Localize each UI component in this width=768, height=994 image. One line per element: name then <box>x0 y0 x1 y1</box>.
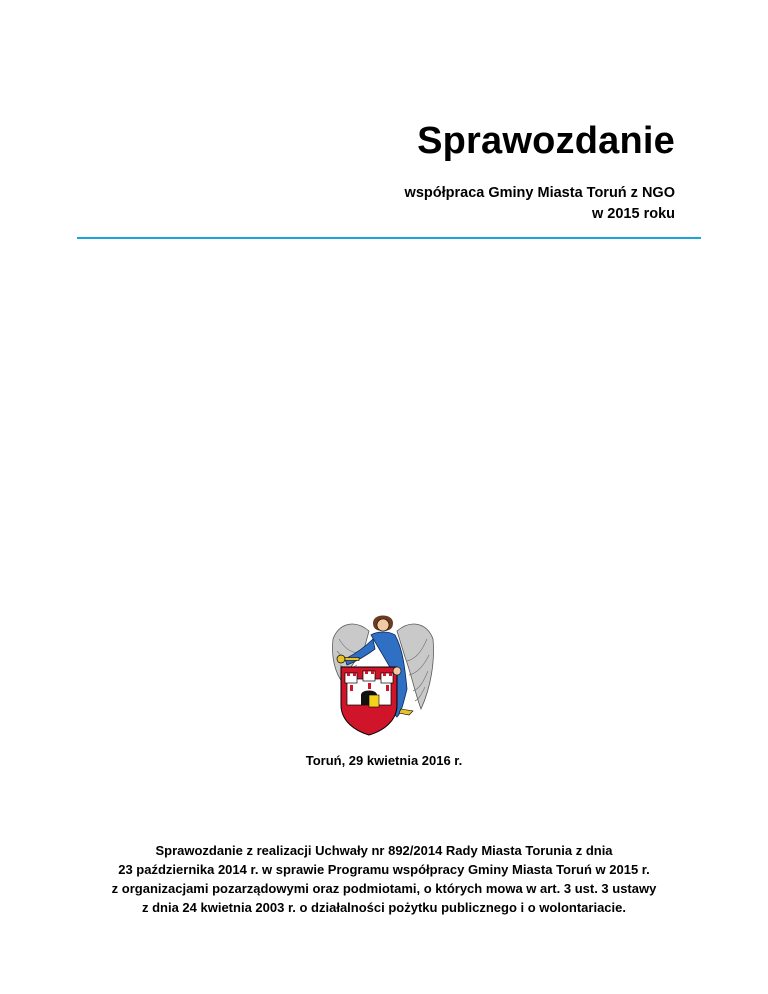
description-line: 23 października 2014 r. w sprawie Programu współpracy Gminy Miasta Toruń w 2015 r. <box>118 862 650 877</box>
torun-coat-of-arms-icon <box>331 609 435 739</box>
title-divider <box>77 237 701 239</box>
description-line: Sprawozdanie z realizacji Uchwały nr 892/2014 Rady Miasta Torunia z dnia <box>155 843 613 858</box>
subtitle-line: w 2015 roku <box>591 206 675 222</box>
document-subtitle <box>405 183 675 225</box>
document-description <box>0 841 768 917</box>
subtitle-line: współpraca Gminy Miasta Toruń z NGO <box>404 185 675 201</box>
document-title: Sprawozdanie <box>417 120 675 162</box>
place-and-date: Toruń, 29 kwietnia 2016 r. <box>305 753 463 768</box>
description-line: z dnia 24 kwietnia 2003 r. o działalności pożytku publicznego i o wolontariacie. <box>141 900 626 915</box>
description-line: z organizacjami pozarządowymi oraz podmiotami, o których mowa w art. 3 ust. 3 ustawy <box>111 881 657 896</box>
